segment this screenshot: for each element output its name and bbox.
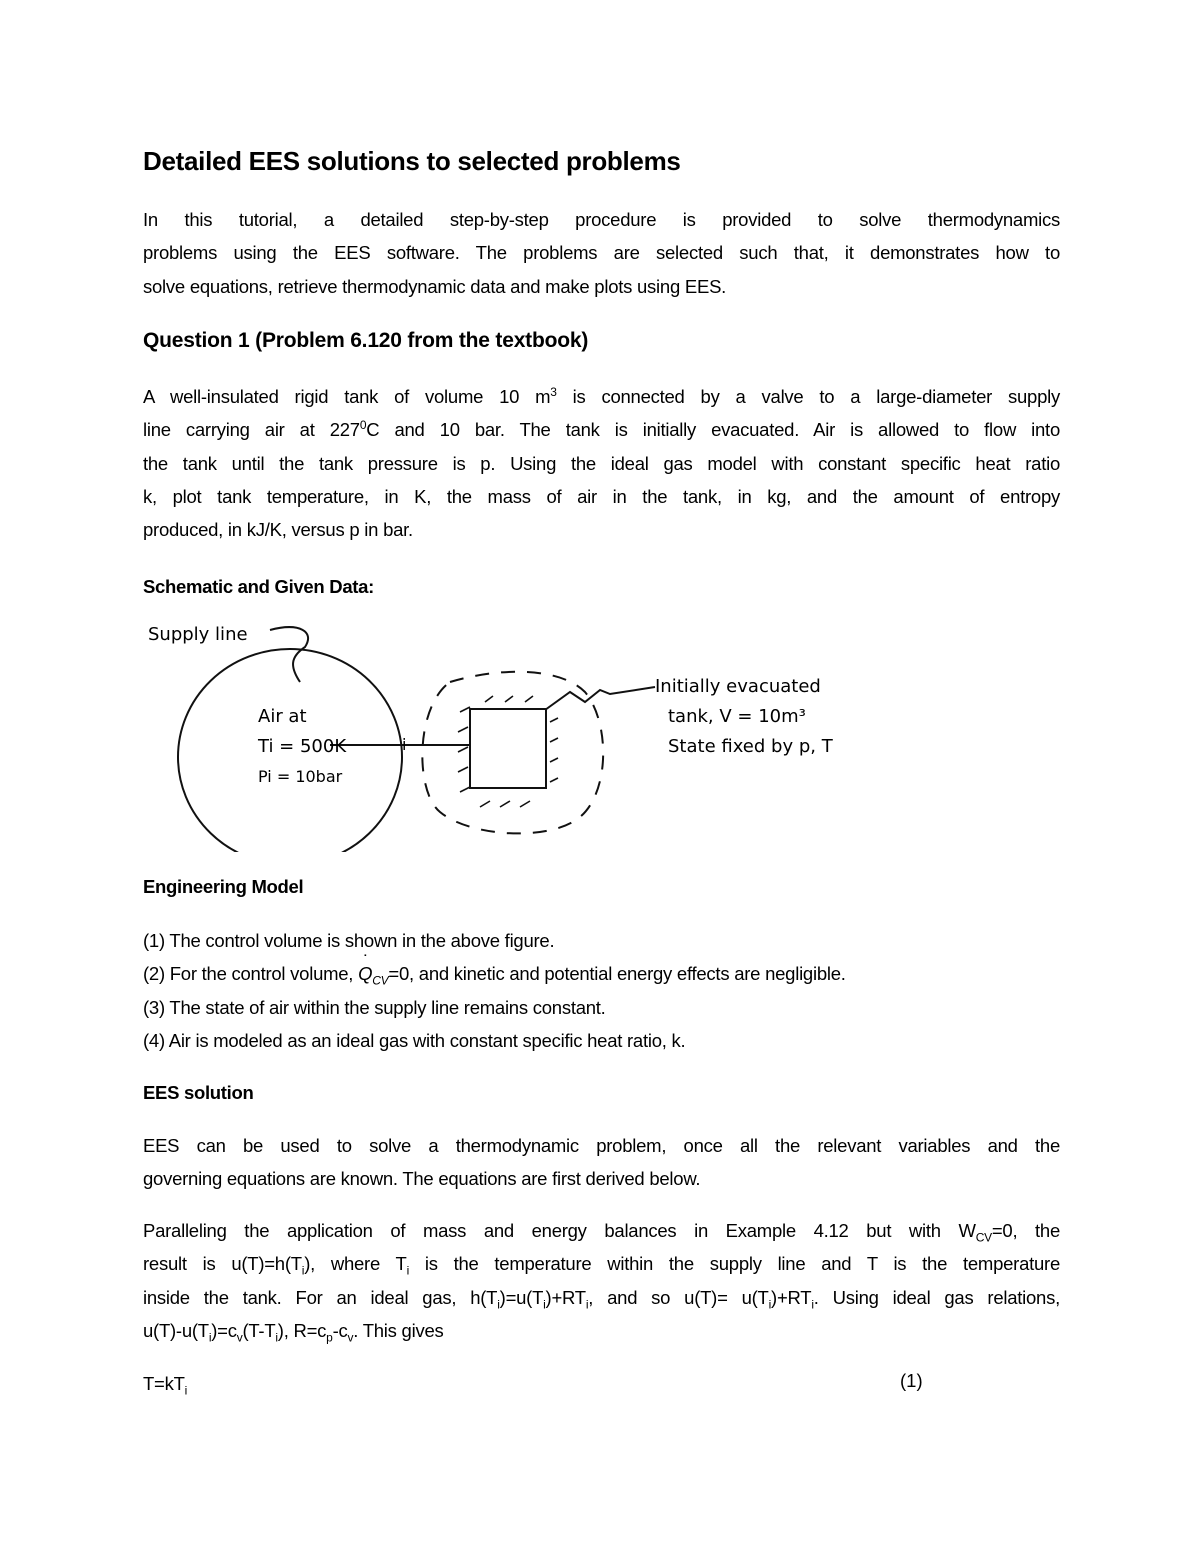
text-segment: line carrying air at 227 [143, 419, 360, 441]
text-line [143, 480, 1060, 513]
text-line [143, 1314, 1060, 1347]
text-line [143, 203, 1060, 236]
text-segment: )=c [211, 1319, 237, 1341]
text-segment: ), R=c [277, 1319, 327, 1341]
text-sub: i [768, 1297, 772, 1312]
supply-leader-line [270, 627, 308, 682]
inlet-marker-label: i [402, 735, 407, 754]
text-line [143, 1129, 1060, 1162]
text-sub: v [347, 1330, 354, 1345]
tank-label-line-2: tank, V = 10m³ [668, 706, 806, 727]
text-segment: C and 10 bar. The tank is initially evacuated. Air is allowed to flow into [366, 419, 1060, 441]
text-segment: solve equations, retrieve thermodynamic data and make plots using EES. [143, 275, 727, 297]
text-line [143, 1162, 1060, 1195]
problem-statement [143, 380, 1060, 546]
inlet-temperature-label: Ti = 500K [258, 736, 347, 757]
text-segment: )=u(T [499, 1286, 544, 1308]
text-segment: In this tutorial, a detailed step-by-step procedure is provided to solve thermodynamics [143, 209, 1060, 230]
schematic-figure [140, 612, 940, 852]
text-segment: A well-insulated rigid tank of volume 10 m [143, 386, 551, 407]
tank-rect [470, 709, 546, 788]
text-dotq: ˙ Q [358, 957, 372, 990]
text-line [143, 236, 1060, 269]
text-segment: (1) The control volume is shown in the above figure. [143, 930, 555, 951]
text-segment: -c [332, 1319, 348, 1341]
text-segment: k, plot tank temperature, in K, the mass of air in the tank, in kg, and the amount of entropy [143, 485, 1060, 507]
text-line [143, 1214, 1060, 1247]
text-segment: . Using ideal gas relations, [813, 1286, 1060, 1308]
equation-1-number: (1) [900, 1370, 923, 1391]
text-segment: the tank until the tank pressure is p. Using the ideal gas model with constant specific heat ratio [143, 452, 1060, 474]
text-segment: ), where T [304, 1253, 407, 1275]
text-segment: problems using the EES software. The problems are selected such that, it demonstrates how to [143, 242, 1060, 264]
text-sup: 0 [359, 418, 367, 433]
text-sub: CV [975, 1230, 992, 1245]
text-subi: CV [372, 973, 389, 988]
text-line [143, 447, 1060, 480]
tank-leader-line [545, 687, 655, 710]
text-segment: =0, the [991, 1220, 1061, 1241]
text-line [143, 957, 1060, 990]
text-segment: inside the tank. For an ideal gas, h(T [143, 1286, 498, 1308]
engineering-model-list [143, 924, 1060, 1057]
text-sub: i [543, 1297, 546, 1312]
text-segment: , and so u(T)= u(T [588, 1286, 769, 1308]
text-line [143, 1247, 1060, 1280]
text-line [143, 513, 1060, 546]
text-segment: (2) For the control volume, [143, 963, 359, 985]
text-segment: (T-T [242, 1319, 276, 1341]
text-sup: 3 [550, 384, 557, 399]
ees-solution-heading: EES solution [143, 1082, 254, 1103]
text-segment: produced, in kJ/K, versus p in bar. [143, 519, 413, 541]
engineering-model-heading: Engineering Model [143, 876, 304, 897]
text-sub: i [275, 1330, 278, 1345]
text-sub: i [497, 1297, 500, 1312]
text-sub: p [326, 1330, 333, 1345]
text-sub: i [585, 1297, 589, 1312]
insulation-hatch [458, 696, 558, 807]
text-line [143, 270, 1060, 303]
schematic-heading: Schematic and Given Data: [143, 576, 375, 597]
derivation-paragraph [143, 1214, 1060, 1347]
supply-line-label: Supply line [148, 624, 248, 645]
text-segment: governing equations are known. The equations are first derived below. [143, 1168, 701, 1190]
text-sub: i [811, 1297, 814, 1312]
text-segment: )+RT [545, 1286, 586, 1308]
document-title: Detailed EES solutions to selected problems [143, 146, 681, 176]
text-sub: v [236, 1330, 243, 1345]
text-segment: EES can be used to solve a thermodynamic problem, once all the relevant variables and the [143, 1135, 1060, 1156]
text-line [143, 924, 1060, 957]
question-1-heading: Question 1 (Problem 6.120 from the textbook) [143, 329, 589, 352]
text-segment: is connected by a valve to a large-diameter supply [556, 386, 1060, 407]
text-line [143, 380, 1060, 413]
text-segment: u(T)-u(T [143, 1319, 209, 1341]
text-segment: T=kT [143, 1373, 185, 1394]
text-sub: i [301, 1263, 305, 1278]
text-segment: is the temperature within the supply line and T is the temperature [409, 1253, 1060, 1275]
inlet-pressure-label: Pi = 10bar [258, 767, 343, 786]
text-sub: i [406, 1263, 409, 1278]
text-sub: i [184, 1383, 188, 1398]
text-segment: result is u(T)=h(T [143, 1253, 302, 1275]
tank-label-line-1: Initially evacuated [655, 676, 821, 697]
air-at-label: Air at [258, 706, 307, 727]
text-line [143, 991, 1060, 1024]
text-segment: =0, and kinetic and potential energy effects are negligible. [388, 963, 846, 985]
text-segment: Paralleling the application of mass and energy balances in Example 4.12 but with W [143, 1220, 976, 1241]
ees-intro-paragraph [143, 1129, 1060, 1196]
text-sub: i [208, 1330, 212, 1345]
text-segment: (4) Air is modeled as an ideal gas with constant specific heat ratio, k. [143, 1029, 686, 1051]
text-segment: . This gives [353, 1319, 444, 1341]
text-line [143, 1024, 1060, 1057]
text-segment: )+RT [771, 1286, 812, 1308]
text-line [143, 413, 1060, 446]
tank-label-line-3: State fixed by p, T [668, 736, 833, 757]
text-line [143, 1281, 1060, 1314]
text-segment: (3) The state of air within the supply line remains constant. [143, 996, 606, 1018]
intro-paragraph [143, 203, 1060, 303]
